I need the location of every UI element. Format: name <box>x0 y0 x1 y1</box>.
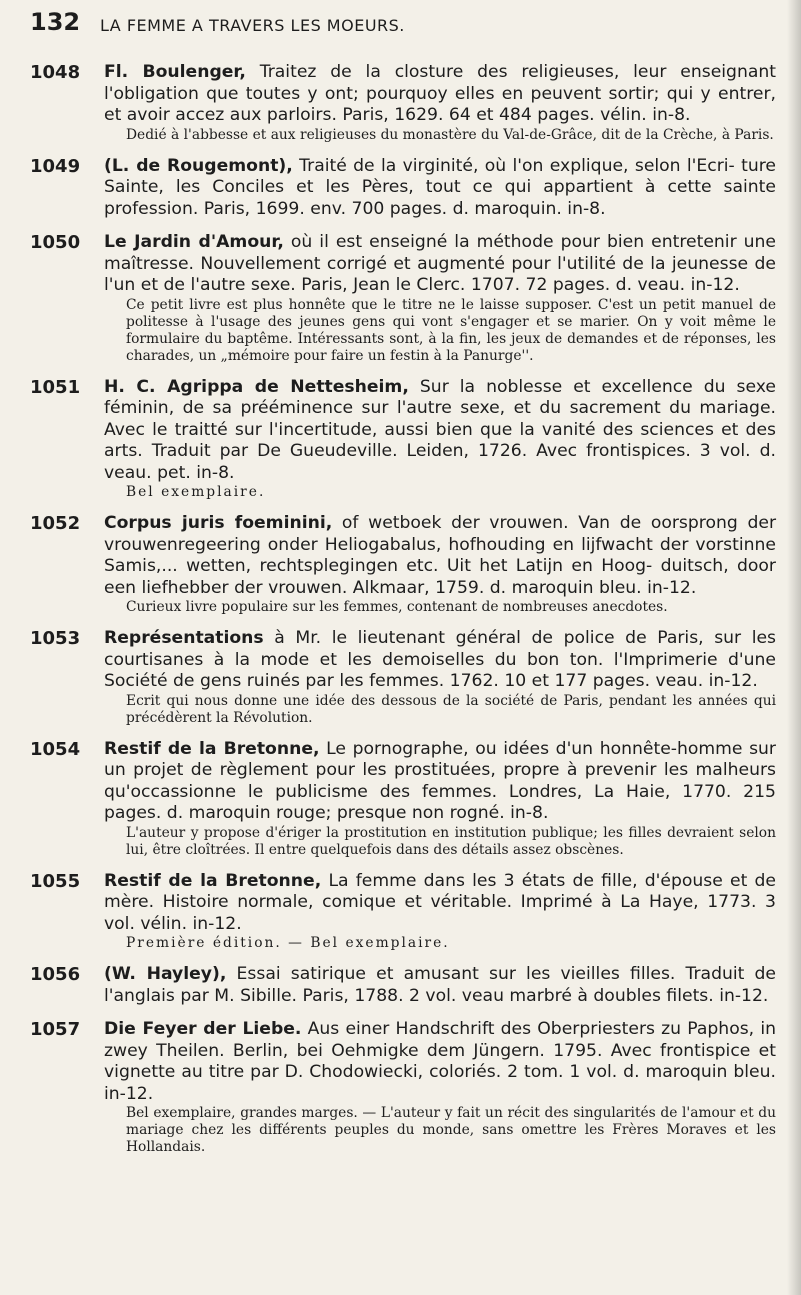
entry-number: 1055 <box>30 870 81 892</box>
entry-title <box>104 628 776 693</box>
page-number: 132 <box>30 8 81 36</box>
entry-title <box>104 871 776 936</box>
entry-author: Restif de la Bretonne, <box>104 870 322 891</box>
entry-author: H. C. Agrippa de Nettesheim, <box>104 376 409 397</box>
catalogue-entry <box>0 513 801 616</box>
running-title: LA FEMME A TRAVERS LES MOEURS. <box>100 16 405 35</box>
entry-body <box>104 1019 776 1156</box>
entry-title-text: of wetboek der vrouwen. Van de oorsprong der vrouwenregeering onder Heliogabalus, hofhouding en lijfwacht der vorstinne Samis,... wetten, rechtsplegingen etc. Uit het Latijn en Hoog- duitsch, door een liefhebber der vrouwen. Alkmaar, 1759. d. maroquin bleu. in-12. <box>104 513 777 598</box>
entry-body <box>104 871 776 953</box>
entry-title-text: où il est enseigné la méthode pour bien entretenir une maîtresse. Nouvellement corrigé et augmenté pour l'utilité de la jeunesse de l'un et de l'autre sexe. Paris, Jean le Clerc. 1707. 72 pages. d. veau. in-12. <box>104 232 776 295</box>
entry-body <box>104 62 776 144</box>
entry-number: 1057 <box>30 1019 81 1040</box>
entry-body <box>104 513 776 616</box>
entry-title-text: Le pornographe, ou idées d'un honnête-homme sur un projet de règlement pour les prostituées, propre à prevenir les malheurs qu'occassionne le publicisme des femmes. Londres, La Haie, 1770. 215 pages. d. maroquin rouge; presque non rogné. in-8. <box>104 738 776 823</box>
entry-number: 1050 <box>30 232 81 253</box>
entry-number: 1051 <box>30 376 81 398</box>
entry-note: Bel exemplaire. <box>126 484 266 500</box>
entry-note: Ecrit qui nous donne une idée des dessous de la société de Paris, pendant les années qui précédèrent la Révolution. <box>126 692 776 726</box>
entry-body <box>104 232 776 365</box>
entry-list <box>0 62 801 1168</box>
catalogue-entry <box>0 156 801 221</box>
entry-number: 1053 <box>30 628 81 649</box>
entry-title <box>104 513 776 599</box>
catalogue-entry <box>0 1019 801 1156</box>
entry-author: Représentations <box>104 628 264 648</box>
entry-title-text: Essai satirique et amusant sur les vieilles filles. Traduit de l'anglais par M. Sibille. Paris, 1788. 2 vol. veau marbré à doubles filets. in-12. <box>104 964 777 1006</box>
entry-title <box>104 62 776 127</box>
page-edge-shadow <box>787 0 801 1295</box>
entry-title-text: Traité de la virginité, où l'on explique, selon l'Ecri- ture Sainte, les Conciles et les Pères, tout ce qui appartient à cette sainte profession. Paris, 1699. env. 700 pages. d. maroquin. in-8. <box>104 155 776 219</box>
catalogue-entry <box>0 964 801 1007</box>
entry-author: (L. de Rougemont), <box>104 155 293 176</box>
entry-number: 1049 <box>30 155 81 177</box>
entry-title-text: La femme dans les 3 états de fille, d'épouse et de mère. Histoire normale, comique et véritable. Imprimé à La Haye, 1773. 3 vol. vélin. in-12. <box>104 870 777 934</box>
entry-body <box>104 377 776 502</box>
entry-note: L'auteur y propose d'ériger la prostitution en institution publique; les filles devraient selon lui, être cloîtrées. Il entre quelquefois dans des détails assez obscènes. <box>126 824 776 858</box>
entry-body <box>104 156 776 221</box>
entry-author: Die Feyer der Liebe. <box>104 1019 302 1039</box>
entry-author: Corpus juris foeminini, <box>104 513 333 533</box>
entry-title <box>104 377 776 485</box>
entry-number: 1056 <box>30 964 81 985</box>
entry-body <box>104 739 776 859</box>
entry-body <box>104 964 776 1007</box>
catalogue-entry <box>0 739 801 859</box>
catalogue-entry <box>0 871 801 953</box>
entry-title <box>104 739 776 825</box>
entry-author: Restif de la Bretonne, <box>104 738 320 759</box>
entry-title <box>104 232 776 297</box>
entry-title <box>104 1019 776 1105</box>
entry-author: Le Jardin d'Amour, <box>104 232 284 252</box>
entry-note: Bel exemplaire, grandes marges. — L'auteur y fait un récit des singularités de l'amour et du mariage chez les différents peuples du monde, sans omettre les Frères Moraves et les Hollandais. <box>126 1105 776 1155</box>
entry-title-text: Traitez de la closture des religieuses, leur enseignant l'obligation que toutes y ont; pourquoy elles en peuvent sortir; qui y entrer, et avoir accez aux parloirs. Paris, 1629. 64 et 484 pages. vélin. in-8. <box>104 62 777 125</box>
entry-author: Fl. Boulenger, <box>104 62 246 82</box>
entry-number: 1054 <box>30 738 81 760</box>
entry-body <box>104 628 776 727</box>
catalogue-entry <box>0 628 801 727</box>
entry-number: 1052 <box>30 513 81 534</box>
catalogue-entry <box>0 377 801 502</box>
entry-author: (W. Hayley), <box>104 964 227 984</box>
entry-title-text: Sur la noblesse et excellence du sexe féminin, de sa prééminence sur l'autre sexe, et du sacrement du mariage. Avec le traitté sur l'incertitude, aussi bien que la vanité des sciences et des arts. Traduit par De Gueudeville. Leiden, 1726. Avec frontispices. 3 vol. d. veau. pet. in-8. <box>104 376 776 483</box>
entry-note: Dedié à l'abbesse et aux religieuses du monastère du Val-de-Grâce, dit de la Crèche, à Paris. <box>126 126 774 143</box>
catalogue-entry <box>0 62 801 144</box>
page-header <box>0 8 801 48</box>
entry-title-text: Aus einer Handschrift des Oberpriesters zu Paphos, in zwey Theilen. Berlin, bei Oehmigke dem Jüngern. 1795. Avec frontispice et vignette au titre par D. Chodowiecki, coloriés. 2 tom. 1 vol. d. maroquin bleu. in-12. <box>104 1019 777 1104</box>
entry-number: 1048 <box>30 62 81 83</box>
entry-note: Curieux livre populaire sur les femmes, contenant de nombreuses anecdotes. <box>126 599 668 615</box>
entry-title <box>104 156 776 221</box>
entry-note: Ce petit livre est plus honnête que le titre ne le laisse supposer. C'est un petit manuel de politesse à l'usage des jeunes gens qui vont s'engager et se marier. On y voit même le formulaire du baptême. Intéressants sont, à la fin, les jeux de demandes et de réponses, les charades, un „mémoire pour faire un festin à la Panurge''. <box>126 296 776 364</box>
entry-title-text: à Mr. le lieutenant général de police de Paris, sur les courtisanes à la mode et les demoiselles du bon ton. l'Imprimerie d'une Société de gens ruinés par les femmes. 1762. 10 et 177 pages. veau. in-12. <box>104 628 776 691</box>
entry-title <box>104 964 776 1007</box>
entry-note: Première édition. — Bel exemplaire. <box>126 935 450 951</box>
catalogue-entry <box>0 232 801 365</box>
